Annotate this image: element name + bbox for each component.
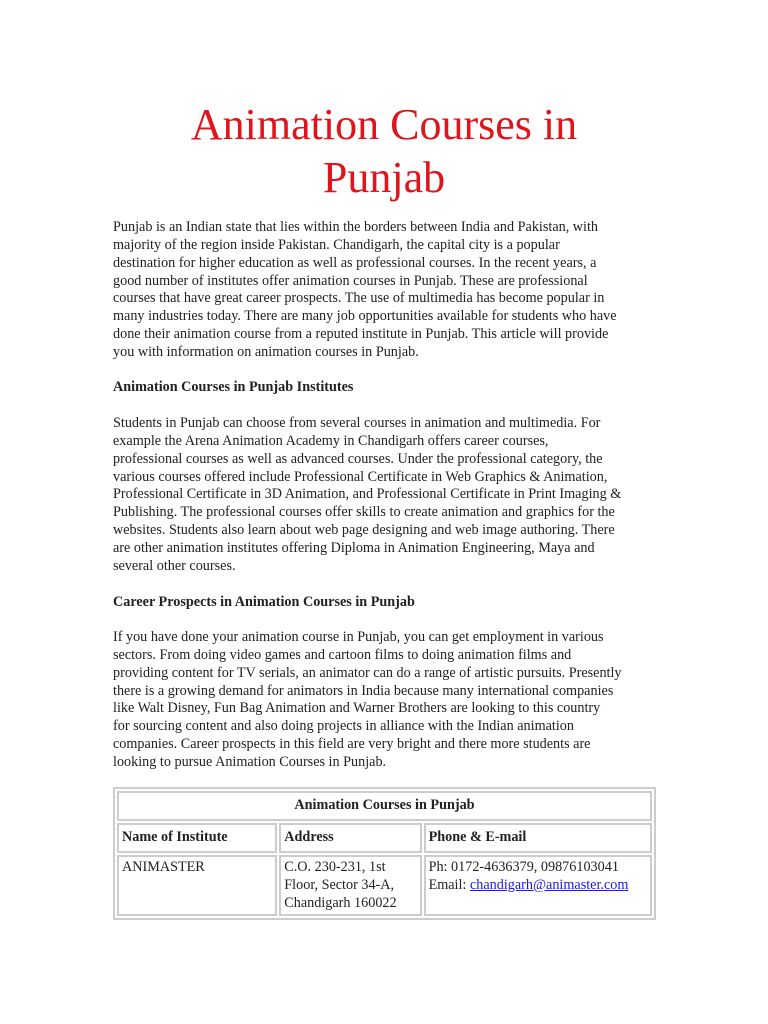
phone-text: Ph: 0172-4636379, 09876103041 [428, 859, 619, 875]
heading-career: Career Prospects in Animation Courses in Punjab [113, 594, 415, 610]
text-line: for sourcing content and also doing projects in alliance with the Indian animation [113, 718, 574, 735]
text-line: Professional Certificate in 3D Animation, and Professional Certificate in Print Imaging & [113, 486, 622, 503]
text-line: many industries today. There are many job opportunities available for students who have [113, 308, 617, 325]
text-line: Publishing. The professional courses offer skills to create animation and graphics for the [113, 504, 615, 521]
cell-address [279, 855, 421, 916]
text-line: professional courses as well as advanced courses. Under the professional category, the [113, 450, 603, 467]
career-paragraph [113, 629, 622, 772]
text-line: done their animation course from a reputed institute in Punjab. This article will provide [113, 326, 609, 343]
text-line: various courses offered include Professional Certificate in Web Graphics & Animation, [113, 468, 608, 485]
text-line: If you have done your animation course in Punjab, you can get employment in various [113, 629, 604, 645]
text-line: good number of institutes offer animation courses in Punjab. These are professional [113, 272, 588, 289]
address-line: C.O. 230-231, 1st [284, 859, 386, 875]
cell-name: ANIMASTER [117, 855, 277, 916]
institutes-table [113, 787, 656, 920]
text-line: majority of the region inside Pakistan. Chandigarh, the capital city is a popular [113, 236, 560, 253]
text-line: companies. Career prospects in this field are very bright and there more students are [113, 736, 591, 753]
text-line: example the Arena Animation Academy in Chandigarh offers career courses, [113, 432, 549, 449]
text-line: looking to pursue Animation Courses in Punjab. [113, 753, 387, 770]
text-line: are other animation institutes offering Diploma in Animation Engineering, Maya and [113, 539, 595, 556]
table-row [117, 855, 652, 916]
text-line: there is a growing demand for animators in India because many international companies [113, 682, 614, 699]
institutes-paragraph [113, 415, 621, 576]
text-line: destination for higher education as well as professional courses. In the recent years, a [113, 254, 597, 271]
title-line: Animation Courses in [190, 100, 578, 149]
intro-paragraph [113, 219, 617, 362]
cell-phone [424, 855, 652, 916]
text-line: like Walt Disney, Fun Bag Animation and Warner Brothers are looking to this country [113, 700, 601, 717]
address-line: Chandigarh 160022 [284, 894, 397, 911]
header-name: Name of Institute [117, 823, 277, 853]
header-address: Address [279, 823, 421, 853]
text-line: websites. Students also learn about web page designing and web image authoring. There [113, 522, 615, 539]
heading-institutes: Animation Courses in Punjab Institutes [113, 379, 354, 395]
address-line: Floor, Sector 34-A, [284, 876, 395, 893]
title-line: Punjab [322, 153, 446, 202]
text-line: Students in Punjab can choose from several courses in animation and multimedia. For [113, 415, 601, 431]
text-line: providing content for TV serials, an animator can do a range of artistic pursuits. Presently [113, 664, 622, 681]
email-label: Email: [428, 876, 467, 893]
email-link[interactable]: chandigarh@animaster.com [469, 876, 629, 893]
table-caption: Animation Courses in Punjab [117, 791, 652, 821]
page-title [0, 98, 768, 204]
text-line: courses that have great career prospects. The use of multimedia has become popular in [113, 290, 605, 307]
text-line: you with information on animation courses in Punjab. [113, 343, 419, 360]
text-line: sectors. From doing video games and cartoon films to doing animation films and [113, 646, 572, 663]
text-line: several other courses. [113, 557, 236, 574]
text-line: Punjab is an Indian state that lies within the borders between India and Pakistan, with [113, 219, 599, 235]
header-phone: Phone & E-mail [424, 823, 652, 853]
